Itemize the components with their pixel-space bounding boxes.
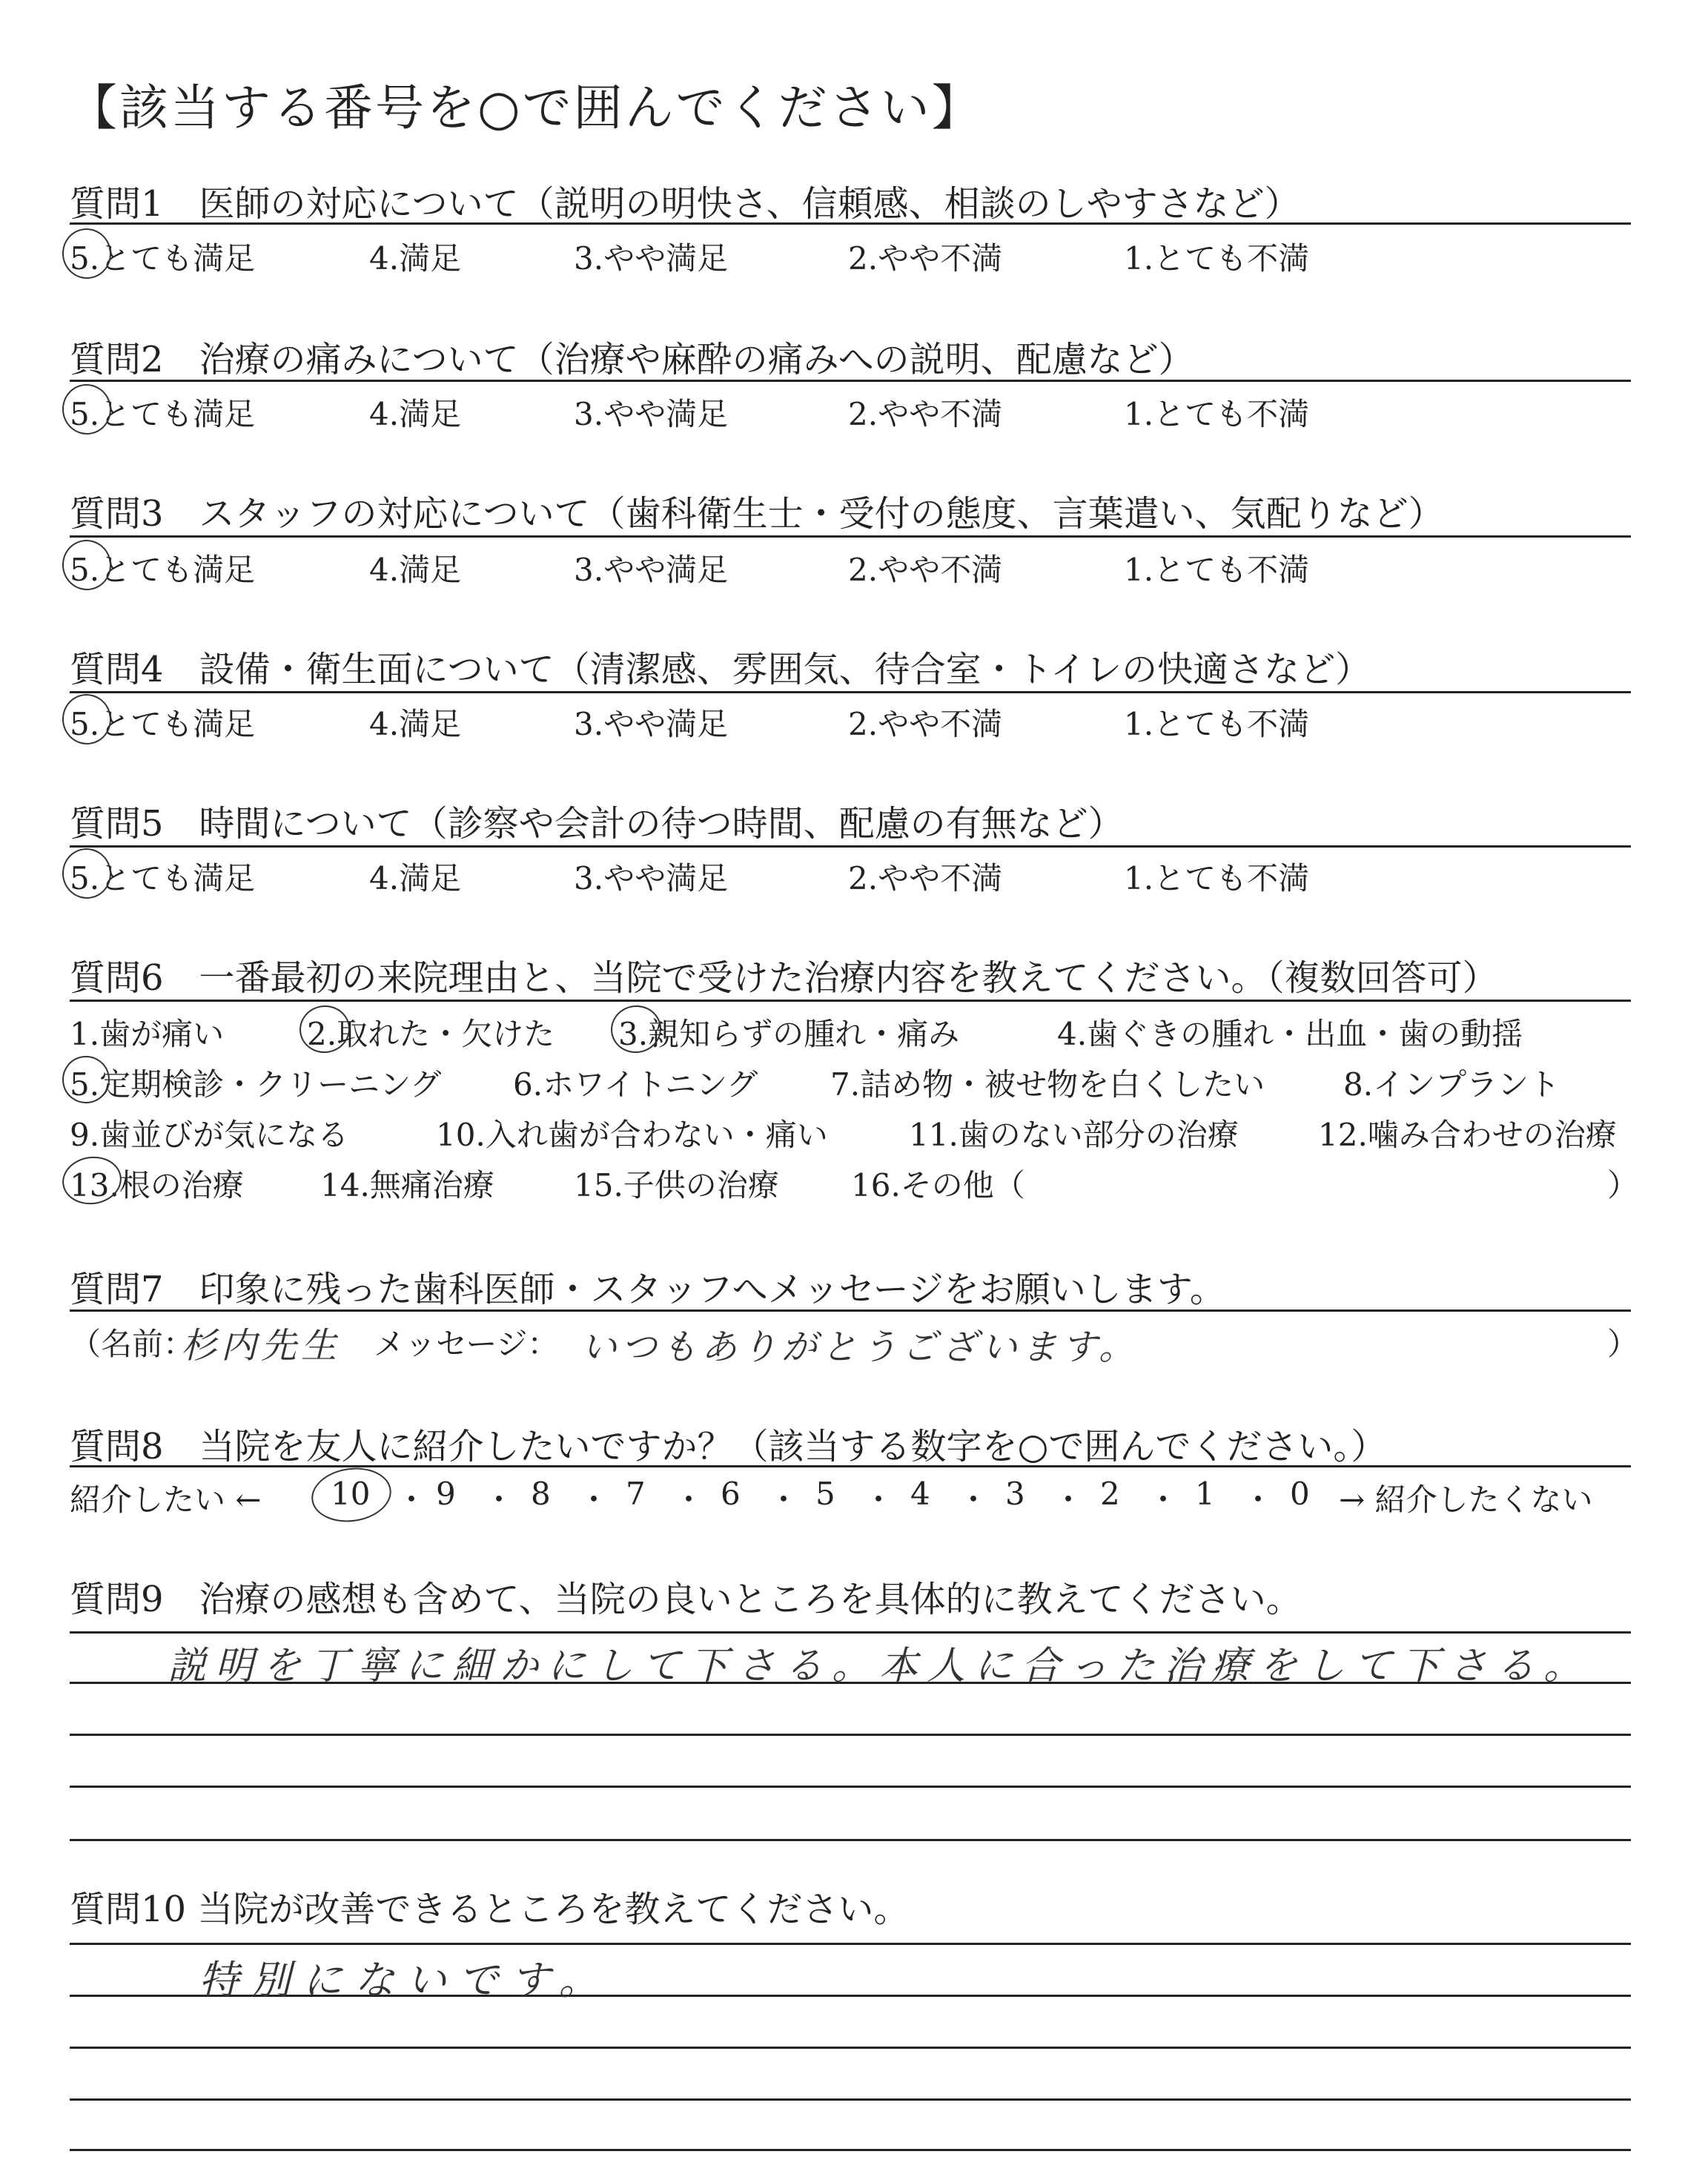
option-2[interactable]: 2.やや不満 bbox=[848, 860, 1003, 896]
q6-option-2[interactable]: 2.取れた・欠けた bbox=[307, 1016, 555, 1052]
question-9-heading: 質問9 治療の感想も含めて、当院の良いところを具体的に教えてください。 bbox=[70, 1579, 1302, 1620]
answer-line bbox=[70, 1943, 1631, 1945]
answer-line bbox=[70, 2149, 1631, 2151]
scale-10[interactable]: 10 bbox=[331, 1476, 371, 1512]
q9-handwritten-answer: 説明を丁寧に細かにして下さる。本人に合った治療をして下さる。 bbox=[168, 1644, 1592, 1688]
question-6-heading: 質問6 一番最初の来院理由と、当院で受けた治療内容を教えてください。（複数回答可） bbox=[70, 957, 1498, 999]
option-3[interactable]: 3.やや満足 bbox=[574, 240, 729, 277]
option-2[interactable]: 2.やや不満 bbox=[848, 706, 1003, 742]
q6-option-12[interactable]: 12.噛み合わせの治療 bbox=[1318, 1117, 1617, 1153]
question-1-options bbox=[70, 234, 1634, 279]
option-1[interactable]: 1.とても不満 bbox=[1124, 396, 1310, 432]
question-2-heading: 質問2 治療の痛みについて（治療や麻酔の痛みへの説明、配慮など） bbox=[70, 339, 1194, 380]
question-3-heading: 質問3 スタッフの対応について（歯科衛生士・受付の態度、言葉遣い、気配りなど） bbox=[70, 493, 1444, 535]
answer-line bbox=[70, 1786, 1631, 1788]
q6-option-16[interactable]: 16.その他（ bbox=[851, 1167, 1025, 1203]
divider bbox=[70, 691, 1631, 693]
answer-line bbox=[70, 1631, 1631, 1634]
divider bbox=[70, 535, 1631, 538]
scale-dot: ・ bbox=[673, 1482, 705, 1518]
scale-7[interactable]: 7 bbox=[626, 1476, 646, 1512]
q6-option-15[interactable]: 15.子供の治療 bbox=[574, 1167, 779, 1203]
scale-dot: ・ bbox=[1148, 1482, 1179, 1518]
divider bbox=[70, 1465, 1631, 1467]
scale-1[interactable]: 1 bbox=[1195, 1476, 1215, 1512]
close-paren: ） bbox=[1607, 1326, 1639, 1362]
question-10-heading: 質問10 当院が改善できるところを教えてください。 bbox=[70, 1889, 910, 1930]
option-5[interactable]: 5.とても満足 bbox=[70, 396, 256, 432]
page-title: 【該当する番号を○で囲んでください】 bbox=[68, 79, 983, 136]
option-4[interactable]: 4.満足 bbox=[369, 860, 462, 896]
q6-option-3[interactable]: 3.親知らずの腫れ・痛み bbox=[618, 1016, 960, 1052]
question-3-options bbox=[70, 546, 1634, 590]
name-label: （名前： bbox=[70, 1326, 195, 1362]
scale-right-label: → 紹介したくない bbox=[1339, 1482, 1593, 1518]
message-handwriting: いつもありがとうございます。 bbox=[581, 1327, 1139, 1368]
question-2-options bbox=[70, 390, 1634, 435]
q6-option-5[interactable]: 5.定期検診・クリーニング bbox=[70, 1066, 442, 1103]
option-3[interactable]: 3.やや満足 bbox=[574, 706, 729, 742]
question-5-heading: 質問5 時間について（診察や会計の待つ時間、配慮の有無など） bbox=[70, 803, 1124, 845]
option-5[interactable]: 5.とても満足 bbox=[70, 706, 256, 742]
scale-dot: ・ bbox=[1242, 1482, 1274, 1518]
question-6-row-2 bbox=[70, 1060, 1634, 1105]
answer-line bbox=[70, 1839, 1631, 1841]
scale-2[interactable]: 2 bbox=[1100, 1476, 1120, 1512]
option-3[interactable]: 3.やや満足 bbox=[574, 860, 729, 896]
q6-option-14[interactable]: 14.無痛治療 bbox=[320, 1167, 494, 1203]
q6-option-10[interactable]: 10.入れ歯が合わない・痛い bbox=[436, 1117, 828, 1153]
option-2[interactable]: 2.やや不満 bbox=[848, 240, 1003, 277]
question-8-heading: 質問8 当院を友人に紹介したいですか？（該当する数字を○で囲んでください。） bbox=[70, 1426, 1387, 1467]
q6-option-9[interactable]: 9.歯並びが気になる bbox=[70, 1117, 349, 1153]
divider bbox=[70, 845, 1631, 848]
selection-circle bbox=[308, 1463, 395, 1527]
question-6-row-1 bbox=[70, 1010, 1634, 1054]
q6-close-paren: ） bbox=[1607, 1167, 1639, 1203]
scale-dot: ・ bbox=[578, 1482, 610, 1518]
scale-dot: ・ bbox=[863, 1482, 895, 1518]
option-1[interactable]: 1.とても不満 bbox=[1124, 706, 1310, 742]
scale-dot: ・ bbox=[396, 1482, 428, 1518]
scale-5[interactable]: 5 bbox=[815, 1476, 835, 1512]
option-4[interactable]: 4.満足 bbox=[369, 396, 462, 432]
scale-dot: ・ bbox=[768, 1482, 800, 1518]
divider bbox=[70, 1000, 1631, 1002]
option-5[interactable]: 5.とても満足 bbox=[70, 552, 256, 588]
option-5[interactable]: 5.とても満足 bbox=[70, 240, 256, 277]
scale-4[interactable]: 4 bbox=[910, 1476, 930, 1512]
referral-scale bbox=[70, 1476, 1634, 1520]
q6-option-11[interactable]: 11.歯のない部分の治療 bbox=[909, 1117, 1239, 1153]
scale-3[interactable]: 3 bbox=[1005, 1476, 1025, 1512]
answer-line bbox=[70, 1734, 1631, 1736]
scale-0[interactable]: 0 bbox=[1290, 1476, 1310, 1512]
question-5-options bbox=[70, 854, 1634, 899]
question-6-row-4 bbox=[70, 1161, 1639, 1206]
option-4[interactable]: 4.満足 bbox=[369, 706, 462, 742]
q6-option-7[interactable]: 7.詰め物・被せ物を白くしたい bbox=[830, 1066, 1265, 1103]
q6-option-8[interactable]: 8.インプラント bbox=[1343, 1066, 1560, 1103]
option-1[interactable]: 1.とても不満 bbox=[1124, 552, 1310, 588]
name-handwriting: 杉内先生 bbox=[181, 1325, 342, 1367]
message-label: メッセージ： bbox=[374, 1326, 559, 1362]
divider bbox=[70, 1309, 1631, 1312]
scale-left-label: 紹介したい ← bbox=[70, 1482, 262, 1518]
answer-line bbox=[70, 2047, 1631, 2049]
q6-option-6[interactable]: 6.ホワイトニング bbox=[513, 1066, 758, 1103]
question-1-heading: 質問1 医師の対応について（説明の明快さ、信頼感、相談のしやすさなど） bbox=[70, 183, 1300, 225]
scale-9[interactable]: 9 bbox=[436, 1476, 456, 1512]
q10-handwritten-answer: 特別にないです。 bbox=[199, 1957, 611, 2004]
question-4-options bbox=[70, 700, 1634, 744]
question-6-row-3 bbox=[70, 1111, 1634, 1155]
question-4-heading: 質問4 設備・衛生面について（清潔感、雰囲気、待合室・トイレの快適さなど） bbox=[70, 649, 1371, 690]
q6-option-4[interactable]: 4.歯ぐきの腫れ・出血・歯の動揺 bbox=[1057, 1016, 1523, 1052]
option-3[interactable]: 3.やや満足 bbox=[574, 396, 729, 432]
q6-option-13[interactable]: 13.根の治療 bbox=[70, 1167, 244, 1203]
divider bbox=[70, 222, 1631, 225]
option-4[interactable]: 4.満足 bbox=[369, 240, 462, 277]
question-7-heading: 質問7 印象に残った歯科医師・スタッフへメッセージをお願いします。 bbox=[70, 1269, 1225, 1310]
option-1[interactable]: 1.とても不満 bbox=[1124, 240, 1310, 277]
q6-option-1[interactable]: 1.歯が痛い bbox=[70, 1016, 225, 1052]
option-2[interactable]: 2.やや不満 bbox=[848, 396, 1003, 432]
divider bbox=[70, 380, 1631, 382]
scale-6[interactable]: 6 bbox=[721, 1476, 741, 1512]
scale-dot: ・ bbox=[483, 1482, 515, 1518]
option-1[interactable]: 1.とても不満 bbox=[1124, 860, 1310, 896]
option-3[interactable]: 3.やや満足 bbox=[574, 552, 729, 588]
scale-dot: ・ bbox=[958, 1482, 990, 1518]
answer-line bbox=[70, 2098, 1631, 2101]
option-4[interactable]: 4.満足 bbox=[369, 552, 462, 588]
question-7-answer bbox=[70, 1320, 1639, 1368]
scale-dot: ・ bbox=[1053, 1482, 1085, 1518]
option-5[interactable]: 5.とても満足 bbox=[70, 860, 256, 896]
option-2[interactable]: 2.やや不満 bbox=[848, 552, 1003, 588]
scale-8[interactable]: 8 bbox=[531, 1476, 551, 1512]
